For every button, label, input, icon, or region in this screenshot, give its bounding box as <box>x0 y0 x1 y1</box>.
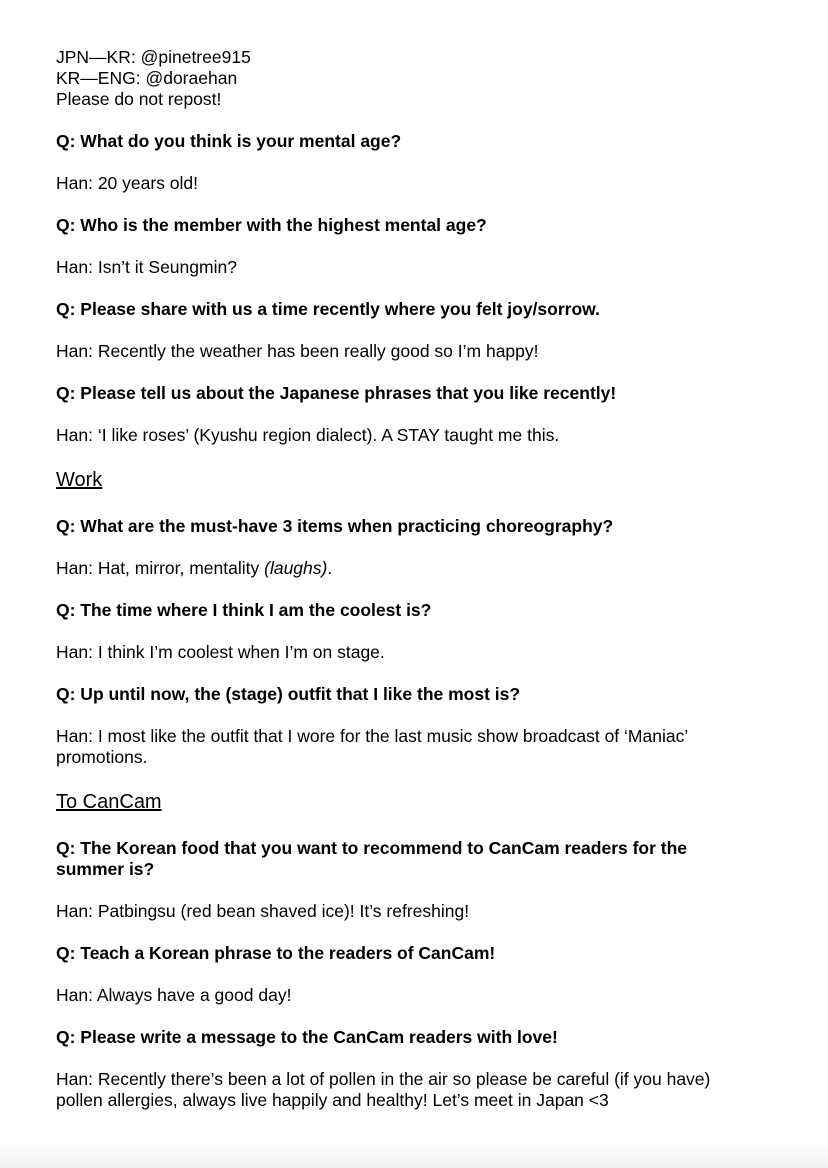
answer: Han: Patbingsu (red bean shaved ice)! It’s refreshing! <box>56 901 470 921</box>
question: Q: Teach a Korean phrase to the readers of CanCam! <box>56 943 496 963</box>
answer <box>56 726 756 768</box>
section-heading-cancam: To CanCam <box>56 791 162 813</box>
document-body <box>56 47 756 1111</box>
answer-line: promotions. <box>56 747 148 767</box>
answer: Han: Recently the weather has been really good so I’m happy! <box>56 341 539 361</box>
question: Q: Please tell us about the Japanese phrases that you like recently! <box>56 383 617 403</box>
answer: Han: Always have a good day! <box>56 985 292 1005</box>
question: Q: Up until now, the (stage) outfit that I like the most is? <box>56 684 521 704</box>
credit-jp-kr: JPN—KR: @pinetree915 <box>56 47 251 67</box>
answer: Han: Isn’t it Seungmin? <box>56 257 237 277</box>
answer-line: Han: Recently there’s been a lot of pollen in the air so please be careful (if you have) <box>56 1069 711 1089</box>
question: Q: The time where I think I am the coolest is? <box>56 600 432 620</box>
question: Q: What are the must-have 3 items when practicing choreography? <box>56 516 614 536</box>
section-heading-work: Work <box>56 469 103 491</box>
answer: Han: 20 years old! <box>56 173 199 193</box>
question-line: summer is? <box>56 859 155 879</box>
answer-line: pollen allergies, always live happily and healthy! Let’s meet in Japan <3 <box>56 1090 609 1110</box>
answer-text-end: . <box>327 558 333 578</box>
question <box>56 838 756 880</box>
credit-kr-en: KR—ENG: @doraehan <box>56 68 238 88</box>
repost-notice: Please do not repost! <box>56 89 222 109</box>
answer-emphasis: (laughs) <box>264 558 328 578</box>
credits-block <box>56 47 756 110</box>
question: Q: Please write a message to the CanCam readers with love! <box>56 1027 558 1047</box>
question: Q: What do you think is your mental age? <box>56 131 402 151</box>
question: Q: Who is the member with the highest mental age? <box>56 215 487 235</box>
answer-text: Han: Hat, mirror, mentality <box>56 558 265 578</box>
answer: Han: ‘I like roses’ (Kyushu region dialect). A STAY taught me this. <box>56 425 560 445</box>
question: Q: Please share with us a time recently where you felt joy/sorrow. <box>56 299 600 319</box>
answer <box>56 1069 756 1111</box>
answer <box>56 558 756 579</box>
question-line: Q: The Korean food that you want to recommend to CanCam readers for the <box>56 838 688 858</box>
page-bottom-shadow <box>0 1142 828 1168</box>
answer: Han: I think I’m coolest when I’m on stage. <box>56 642 385 662</box>
answer-line: Han: I most like the outfit that I wore for the last music show broadcast of ‘Maniac’ <box>56 726 689 746</box>
